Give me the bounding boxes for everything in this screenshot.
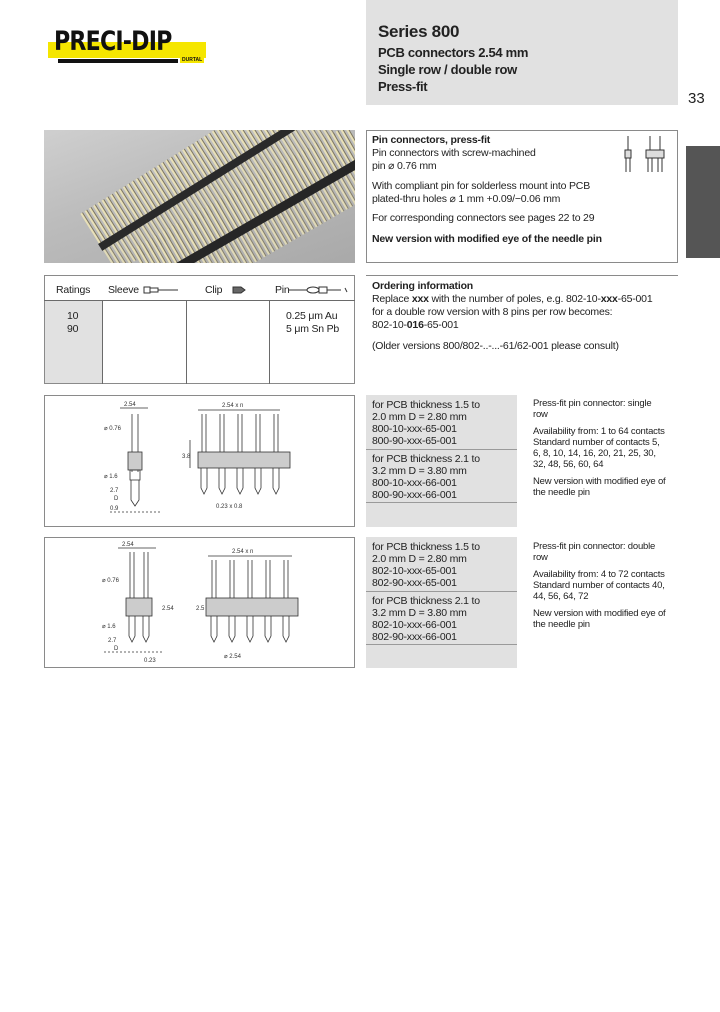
- single-row-technical-drawing: [90, 400, 330, 522]
- single-opt1-line1: for PCB thickness 1.5 to: [372, 399, 480, 411]
- pin-profile-icon: [612, 132, 672, 178]
- double-dim-g: 2.7: [108, 638, 117, 644]
- single-dim-g: D: [114, 496, 119, 502]
- single-dim-e: ⌀ 1.6: [104, 474, 118, 480]
- series-subtitle-2: Single row / double row: [378, 62, 517, 77]
- double-row-order-panel: [366, 537, 517, 668]
- single-desc-3: Availability from: 1 to 64 contacts: [533, 426, 665, 437]
- ordering-line-1-post: with the number of poles, e.g. 802-10-: [428, 293, 601, 305]
- ordering-line-3-pre: 802-10-: [372, 319, 407, 331]
- single-dim-f: 2.7: [110, 488, 119, 494]
- double-opt2-part-10: 802-10-xxx-66-001: [372, 619, 457, 631]
- double-desc-2: row: [533, 552, 548, 563]
- single-opt2-part-10: 800-10-xxx-66-001: [372, 477, 457, 489]
- connector-strips-illustration: [44, 130, 355, 263]
- single-dim-c: ⌀ 0.76: [104, 426, 121, 432]
- single-row-order-panel: [366, 395, 517, 527]
- double-opt1-part-10: 802-10-xxx-65-001: [372, 565, 457, 577]
- single-opt1-part-90: 800-90-xxx-65-001: [372, 435, 457, 447]
- double-opt1-line1: for PCB thickness 1.5 to: [372, 541, 480, 553]
- sleeve-header-label: Sleeve: [108, 284, 139, 296]
- ordering-line-1: [372, 293, 652, 306]
- double-desc-7: the needle pin: [533, 619, 590, 630]
- ordering-line-3-post: -65-001: [423, 319, 459, 331]
- double-row-technical-drawing: [92, 540, 332, 666]
- double-dim-j: ⌀ 2.54: [224, 654, 241, 660]
- single-desc-5: 6, 8, 10, 14, 16, 20, 21, 25, 30,: [533, 448, 656, 459]
- intro-title: Pin connectors, press-fit: [372, 134, 491, 146]
- double-desc-1: Press-fit pin connector: double: [533, 541, 656, 552]
- double-desc-3: Availability from: 4 to 72 contacts: [533, 569, 665, 580]
- logo-text: PRECI-DIP: [54, 26, 172, 57]
- double-dim-h: D: [114, 646, 119, 652]
- single-row-description: [533, 398, 678, 498]
- double-desc-4: Standard number of contacts 40,: [533, 580, 665, 591]
- double-dim-f: ⌀ 1.6: [102, 624, 116, 630]
- sleeve-icon: [143, 285, 179, 295]
- logo-sub: DURTAL: [182, 57, 203, 63]
- double-opt2-part-90: 802-90-xxx-66-001: [372, 631, 457, 643]
- clip-icon: [232, 285, 246, 295]
- single-dim-i: 0.23 x 0.8: [216, 504, 243, 510]
- double-dim-c: ⌀ 0.76: [102, 578, 119, 584]
- intro-desc-2: pin ⌀ 0.76 mm: [372, 160, 437, 172]
- ordering-line-1-pre: Replace: [372, 293, 412, 305]
- ordering-line-2: for a double row version with 8 pins per row becomes:: [372, 306, 613, 318]
- ratings-col-divider-1: [102, 301, 103, 384]
- single-desc-6: 32, 48, 56, 60, 64: [533, 459, 604, 470]
- brand-logo: [48, 24, 208, 70]
- pin-icon: [289, 285, 351, 295]
- intro-desc-5: For corresponding connectors see pages 22 to 29: [372, 212, 595, 224]
- double-dim-e: 2.5: [196, 606, 205, 612]
- single-opt-bottom-divider: [366, 502, 517, 503]
- series-subtitle-1: PCB connectors 2.54 mm: [378, 45, 529, 60]
- double-dim-d: 2.54: [162, 606, 174, 612]
- double-opt2-line1: for PCB thickness 2.1 to: [372, 595, 480, 607]
- single-desc-2: row: [533, 409, 548, 420]
- ordering-line-4: (Older versions 800/802-..-...-61/62-001 please consult): [372, 340, 619, 352]
- single-opt-divider: [366, 449, 517, 450]
- double-opt-bottom-divider: [366, 644, 517, 645]
- ordering-line-3: [372, 319, 459, 332]
- intro-desc-4: plated-thru holes ⌀ 1 mm +0.09/−0.06 mm: [372, 193, 561, 205]
- double-row-description: [533, 541, 678, 630]
- double-dim-b: 2.54 x n: [232, 549, 254, 555]
- logo-underbar: [58, 59, 178, 63]
- ratings-col-divider-3: [269, 301, 270, 384]
- series-title: Series 800: [378, 22, 460, 41]
- single-desc-4: Standard number of contacts 5,: [533, 437, 660, 448]
- ordering-line-1-end: -65-001: [617, 293, 653, 305]
- chapter-tab: [686, 146, 720, 258]
- ratings-header-label: Ratings: [56, 284, 91, 296]
- double-dim-i: 0.23: [144, 658, 156, 664]
- single-opt2-part-90: 800-90-xxx-66-001: [372, 489, 457, 501]
- rating-code-10: 10: [67, 310, 79, 322]
- intro-desc-1: Pin connectors with screw-machined: [372, 147, 536, 159]
- ratings-header-divider: [44, 300, 355, 301]
- pin-plating-10: 0.25 μm Au: [286, 310, 338, 322]
- ordering-top-rule: [366, 275, 678, 276]
- single-dim-b: 2.54 x n: [222, 403, 244, 409]
- double-opt2-line2: 3.2 mm D = 3.80 mm: [372, 607, 467, 619]
- pin-plating-90: 5 μm Sn Pb: [286, 323, 340, 335]
- ordering-line-1-bold2: xxx: [600, 293, 618, 305]
- rating-code-90: 90: [67, 323, 79, 335]
- ordering-line-3-bold: 016: [406, 319, 424, 331]
- ordering-line-1-bold: xxx: [411, 293, 429, 305]
- clip-header-label: Clip: [205, 284, 223, 296]
- single-desc-8: the needle pin: [533, 487, 590, 498]
- single-opt2-line2: 3.2 mm D = 3.80 mm: [372, 465, 467, 477]
- double-dim-a: 2.54: [122, 542, 134, 548]
- single-dim-h: 0.9: [110, 506, 119, 512]
- single-dim-a: 2.54: [124, 402, 136, 408]
- single-opt1-part-10: 800-10-xxx-65-001: [372, 423, 457, 435]
- series-subtitle-3: Press-fit: [378, 79, 428, 94]
- product-photo: [44, 130, 355, 263]
- ordering-title: Ordering information: [372, 280, 474, 292]
- single-opt2-line1: for PCB thickness 2.1 to: [372, 453, 480, 465]
- intro-highlight: New version with modified eye of the needle pin: [372, 233, 602, 245]
- single-desc-1: Press-fit pin connector: single: [533, 398, 652, 409]
- double-desc-5: 44, 56, 64, 72: [533, 591, 589, 602]
- double-opt1-part-90: 802-90-xxx-65-001: [372, 577, 457, 589]
- single-dim-d: 3.8: [182, 454, 191, 460]
- double-desc-6: New version with modified eye of: [533, 608, 666, 619]
- double-opt-divider: [366, 591, 517, 592]
- single-opt1-line2: 2.0 mm D = 2.80 mm: [372, 411, 467, 423]
- double-opt1-line2: 2.0 mm D = 2.80 mm: [372, 553, 467, 565]
- ratings-col-divider-2: [186, 301, 187, 384]
- page-number: 33: [688, 90, 705, 107]
- single-desc-7: New version with modified eye of: [533, 476, 666, 487]
- intro-desc-3: With compliant pin for solderless mount into PCB: [372, 180, 590, 192]
- pin-header-label: Pin: [275, 284, 290, 296]
